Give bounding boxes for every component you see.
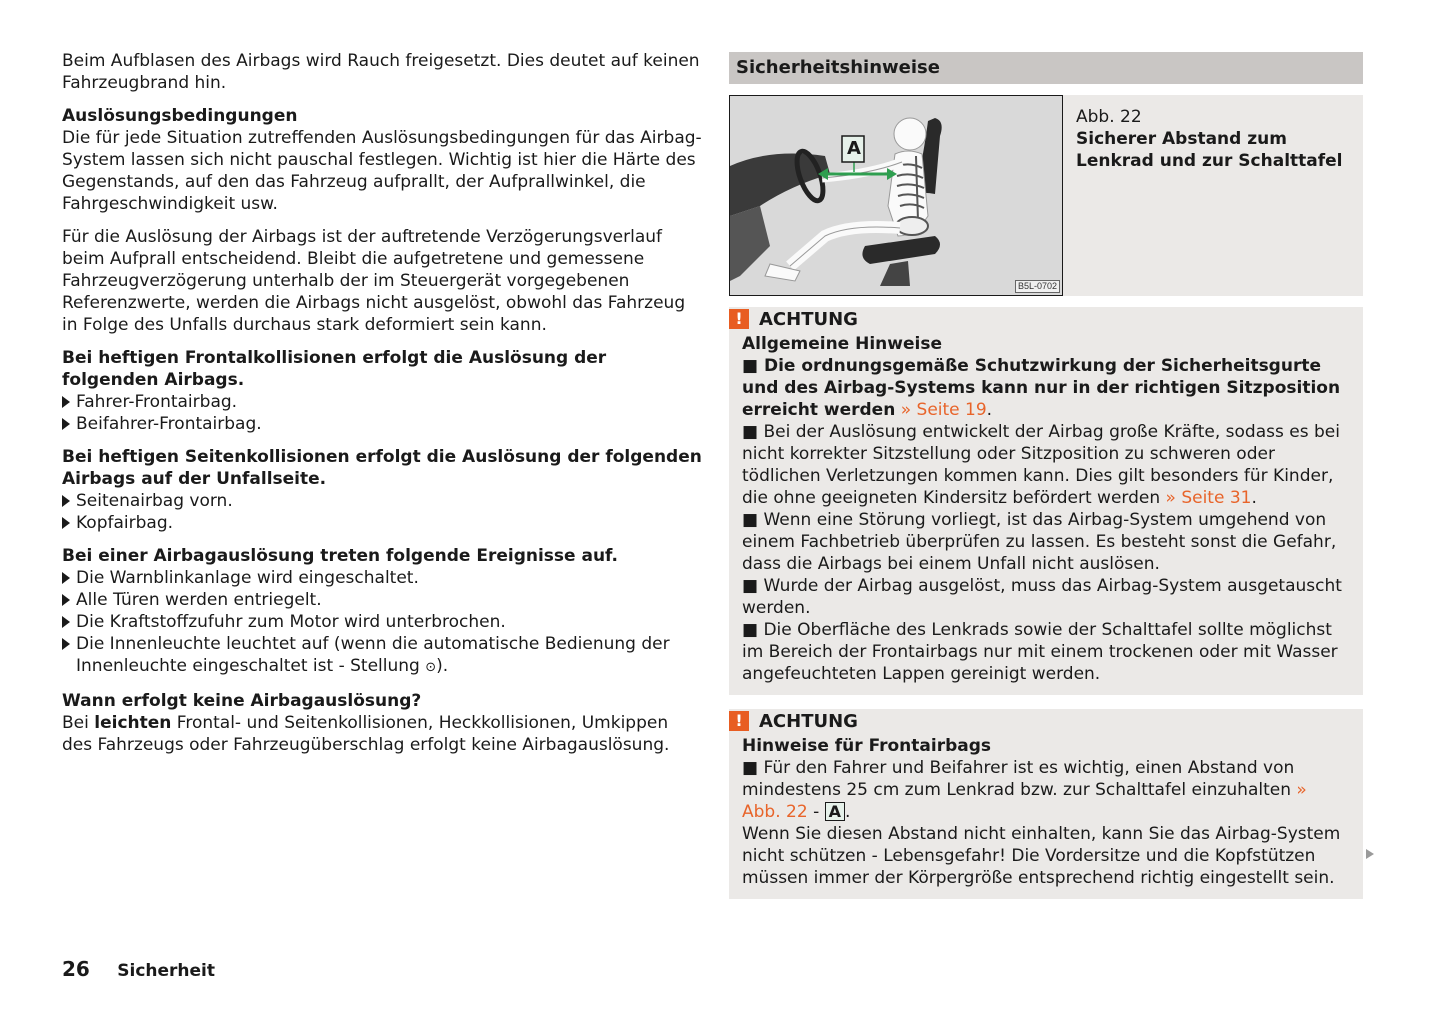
footer-section-title: Sicherheit: [117, 961, 215, 981]
figure-caption-number: Abb. 22: [1076, 107, 1142, 127]
bullet-arrow-icon: [62, 396, 70, 408]
list-item: [62, 490, 702, 512]
warning-bullet-text: ■ Bei der Auslösung entwickelt der Airbag große Kräfte, sodass es bei nicht korrekter Sitzstellung oder Sitzposition zu schweren oder tödlichen Verletzungen kommen kann. Dies gilt besonders für Kinder, die ohne geeigneten Kindersitz befördert werden: [742, 422, 1340, 508]
frontal-list: [62, 391, 702, 435]
punctuation: .: [986, 400, 993, 420]
bullet-arrow-icon: [62, 638, 70, 650]
bullet-arrow-icon: [62, 616, 70, 628]
warning-bullet: [742, 757, 1349, 889]
list-item-text: Fahrer-Frontairbag.: [76, 392, 238, 412]
warning-heading: Allgemeine Hinweise: [742, 334, 942, 354]
no-deploy-heading: Wann erfolgt keine Airbagauslösung?: [62, 691, 422, 711]
conditions-paragraph-1: Die für jede Situation zutreffenden Auslösungsbedingungen für das Airbag-System lassen sich nicht pauschal festlegen. Wichtig ist hier die Härte des Gegenstands, auf den das Fahrzeug aufprallt, der Aufprallwinkel, die Fahrgeschwindigkeit usw.: [62, 128, 702, 214]
warning-icon: !: [729, 309, 749, 329]
list-item-text: Seitenairbag vorn.: [76, 491, 233, 511]
dash: -: [813, 802, 820, 822]
bullet-arrow-icon: [62, 572, 70, 584]
figure-reference-link[interactable]: » Abb. 22: [742, 780, 1307, 822]
warning-label: ACHTUNG: [759, 711, 858, 732]
side-list: [62, 490, 702, 534]
list-item-text: Die Kraftstoffzufuhr zum Motor wird unterbrochen.: [76, 612, 506, 632]
warning-bullet: ■ Wurde der Airbag ausgelöst, muss das Airbag-System ausgetauscht werden.: [742, 576, 1342, 618]
warning-bullet-bold: ■ Die ordnungsgemäße Schutzwirkung der Sicherheitsgurte und des Airbag-Systems kann nur in der richtigen Sitzposition erreicht werden: [742, 356, 1341, 420]
list-item: [62, 413, 702, 435]
warning-bullet: ■ Die Oberfläche des Lenkrads sowie der Schalttafel sollte möglichst im Bereich der Frontairbags nur mit einem trockenen oder mit Wasser angefeuchteten Lappen gereinigt werden.: [742, 620, 1338, 684]
conditions-section: [62, 105, 702, 336]
side-heading: Bei heftigen Seitenkollisionen erfolgt die Auslösung der folgenden Airbags auf der Unfallseite.: [62, 447, 702, 489]
figure-caption-title: Sicherer Abstand zum Lenkrad und zur Schalttafel: [1076, 129, 1343, 171]
no-deploy-paragraph: [62, 712, 702, 756]
warning-bullet: [742, 355, 1349, 421]
bullet-arrow-icon: [62, 594, 70, 606]
warning-bullet: [742, 421, 1349, 509]
list-item-text: Die Innenleuchte leuchtet auf (wenn die automatische Bedienung der Innenleuchte eingeschaltet ist - Stellung: [76, 634, 670, 676]
no-deploy-text-post: Frontal- und Seitenkollisionen, Heckkollisionen, Umkippen des Fahrzeugs oder Fahrzeugüberschlag erfolgt keine Airbagauslösung.: [62, 713, 670, 755]
events-section: [62, 545, 702, 679]
warning-header: [729, 709, 1349, 735]
list-item: [62, 611, 702, 633]
list-item-text: Beifahrer-Frontairbag.: [76, 414, 262, 434]
warning-header: [729, 307, 1349, 333]
warning-label: ACHTUNG: [759, 309, 858, 330]
list-item-text: Kopfairbag.: [76, 513, 174, 533]
conditions-paragraph-2: Für die Auslösung der Airbags ist der auftretende Verzögerungsverlauf beim Aufprall entscheidend. Bleibt die aufgetretene und gemessene Fahrzeugverzögerung unterhalb der im Steuergerät vorgegebenen Referenzwerte, werden die Airbags nicht ausgelöst, obwohl das Fahrzeug in Folge des Unfalls durchaus stark deformiert sein kann.: [62, 227, 686, 335]
page-reference-link[interactable]: » Seite 31: [1165, 488, 1252, 508]
intro-paragraph: Beim Aufblasen des Airbags wird Rauch freigesetzt. Dies deutet auf keinen Fahrzeugbrand hin.: [62, 51, 700, 93]
left-column: [62, 50, 702, 767]
warning-icon: !: [729, 711, 749, 731]
list-item-text: Alle Türen werden entriegelt.: [76, 590, 322, 610]
warning-box-frontairbags: [729, 709, 1363, 899]
section-title: Sicherheitshinweise: [729, 52, 1363, 84]
list-item-end: ).: [436, 656, 449, 676]
list-item: [62, 391, 702, 413]
punctuation: .: [845, 802, 851, 822]
bullet-arrow-icon: [62, 495, 70, 507]
warning-bullet-text: ■ Für den Fahrer und Beifahrer ist es wichtig, einen Abstand von mindestens 25 cm zum Lenkrad bzw. zur Schalttafel einzuhalten: [742, 758, 1295, 800]
side-section: [62, 446, 702, 534]
no-deploy-emphasis: leichten: [94, 713, 172, 733]
figure-label-a-inline: A: [825, 802, 845, 821]
frontal-heading: Bei heftigen Frontalkollisionen erfolgt die Auslösung der folgenden Airbags.: [62, 348, 607, 390]
interior-light-icon: ⊙: [425, 660, 437, 675]
figure-label-a: A: [847, 138, 861, 159]
figure-illustration: [729, 95, 1063, 296]
warning-heading: Hinweise für Frontairbags: [742, 736, 992, 756]
figure-row: [729, 95, 1363, 296]
frontal-section: [62, 347, 702, 435]
no-deploy-section: [62, 690, 702, 756]
page-reference-link[interactable]: » Seite 19: [900, 400, 987, 420]
events-heading: Bei einer Airbagauslösung treten folgende Ereignisse auf.: [62, 546, 618, 566]
list-item: [62, 567, 702, 589]
no-deploy-text-pre: Bei: [62, 713, 89, 733]
figure-code: B5L-0702: [1015, 280, 1060, 293]
page-number: 26: [62, 957, 90, 981]
page-footer: [62, 958, 215, 982]
list-item-text: Die Warnblinkanlage wird eingeschaltet.: [76, 568, 419, 588]
conditions-heading: Auslösungsbedingungen: [62, 106, 298, 126]
bullet-arrow-icon: [62, 517, 70, 529]
list-item: [62, 633, 702, 679]
list-item: [62, 512, 702, 534]
warning-box-general: [729, 307, 1363, 695]
list-item: [62, 589, 702, 611]
figure-caption: [1076, 106, 1356, 172]
next-page-arrow-icon: [1366, 849, 1374, 859]
warning-bullet: ■ Wenn eine Störung vorliegt, ist das Airbag-System umgehend von einem Fachbetrieb überprüfen zu lassen. Es besteht sonst die Gefahr, dass die Airbags bei einem Unfall nicht auslösen.: [742, 510, 1337, 574]
seat-distance-illustration: [730, 96, 1062, 295]
bullet-arrow-icon: [62, 418, 70, 430]
warning-bullet-text: Wenn Sie diesen Abstand nicht einhalten, kann Sie das Airbag-System nicht schützen - Lebensgefahr! Die Vordersitze und die Kopfstützen müssen immer der Körpergröße entsprechend richtig eingestellt sein.: [742, 824, 1341, 888]
events-list: [62, 567, 702, 679]
right-column: [729, 52, 1363, 899]
punctuation: .: [1251, 488, 1257, 508]
